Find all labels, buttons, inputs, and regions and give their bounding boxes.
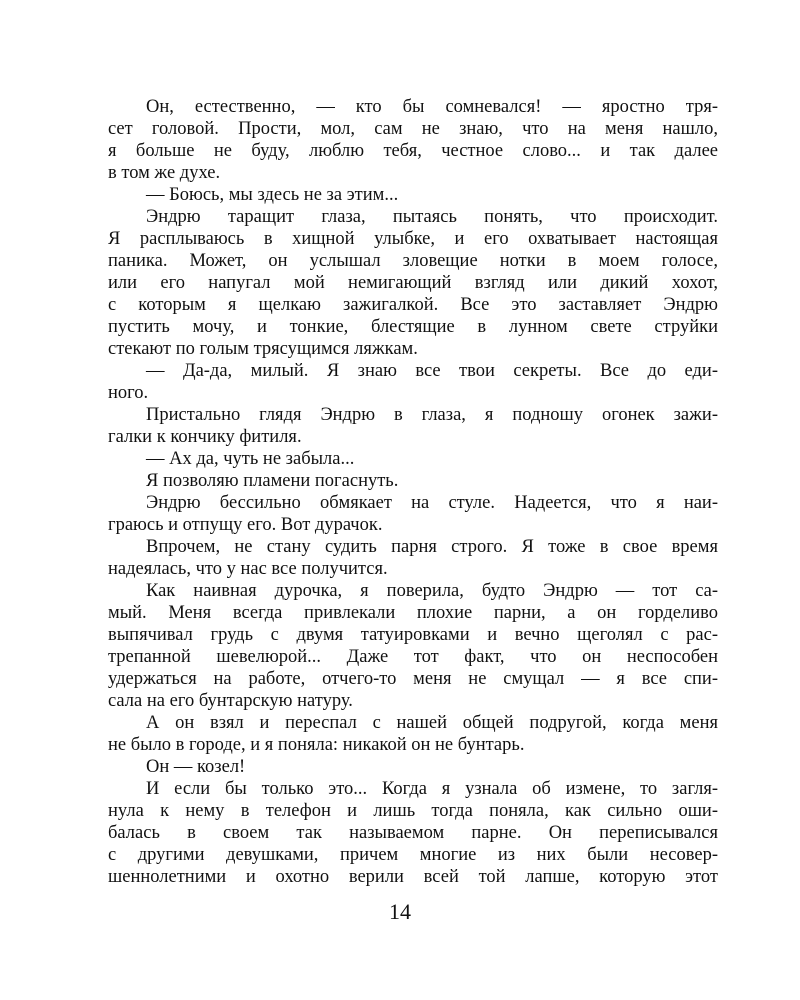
text-line: стекают по голым трясущимся ляжкам. <box>108 339 418 359</box>
text-line: — Ах да, чуть не забыла... <box>146 449 355 469</box>
text-line: — Боюсь, мы здесь не за этим... <box>146 185 399 205</box>
text-line: Эндрю таращит глаза, пытаясь понять, что происходит. <box>146 207 718 227</box>
text-line: выпячивал грудь с двумя татуировками и вечно щеголял с рас- <box>108 625 718 645</box>
text-line: сет головой. Прости, мол, сам не знаю, что на меня нашло, <box>108 119 718 139</box>
text-line: — Да-да, милый. Я знаю все твои секреты. Все до еди- <box>146 361 718 381</box>
text-line: Я позволяю пламени погаснуть. <box>146 471 399 491</box>
text-line: не было в городе, и я поняла: никакой он не бунтарь. <box>108 735 525 755</box>
text-line: ного. <box>108 383 149 403</box>
text-line: с которым я щелкаю зажигалкой. Все это заставляет Эндрю <box>108 295 718 315</box>
page-number: 14 <box>389 899 411 924</box>
text-line: Он — козел! <box>146 757 246 777</box>
text-line: Как наивная дурочка, я поверила, будто Эндрю — тот са- <box>146 581 718 601</box>
text-line: нула к нему в телефон и лишь тогда поняла, как сильно оши- <box>108 801 718 821</box>
page-body-text <box>108 96 718 888</box>
text-line: граюсь и отпущу его. Вот дурачок. <box>108 515 383 535</box>
text-line: Впрочем, не стану судить парня строго. Я тоже в свое время <box>146 537 718 557</box>
text-line: Эндрю бессильно обмякает на стуле. Надеется, что я наи- <box>146 493 718 513</box>
text-line: галки к кончику фитиля. <box>108 427 302 447</box>
text-line: сала на его бунтарскую натуру. <box>108 691 353 711</box>
text-line: удержаться на работе, отчего-то меня не смущал — я все спи- <box>108 669 718 689</box>
text-line: мый. Меня всегда привлекали плохие парни, а он горделиво <box>108 603 718 623</box>
text-line: Он, естественно, — кто бы сомневался! — яростно тря- <box>146 97 718 117</box>
text-line: шеннолетними и охотно верили всей той лапше, которую этот <box>108 867 718 887</box>
text-line: И если бы только это... Когда я узнала об измене, то загля- <box>146 779 718 799</box>
text-line: с другими девушками, причем многие из них были несовер- <box>108 845 718 865</box>
text-line: Я расплываюсь в хищной улыбке, и его охватывает настоящая <box>108 229 718 249</box>
text-line: балась в своем так называемом парне. Он переписывался <box>108 823 718 843</box>
text-line: А он взял и переспал с нашей общей подругой, когда меня <box>146 713 718 733</box>
text-line: или его напугал мой немигающий взгляд или дикий хохот, <box>108 273 718 293</box>
text-line: паника. Может, он услышал зловещие нотки в моем голосе, <box>108 251 718 271</box>
text-line: надеялась, что у нас все получится. <box>108 559 388 579</box>
text-line: трепанной шевелюрой... Даже тот факт, что он неспособен <box>108 647 718 667</box>
text-line: я больше не буду, люблю тебя, честное слово... и так далее <box>108 141 718 161</box>
text-line: Пристально глядя Эндрю в глаза, я подношу огонек зажи- <box>146 405 718 425</box>
text-line: в том же духе. <box>108 163 221 183</box>
text-line: пустить мочу, и тонкие, блестящие в лунном свете струйки <box>108 317 718 337</box>
